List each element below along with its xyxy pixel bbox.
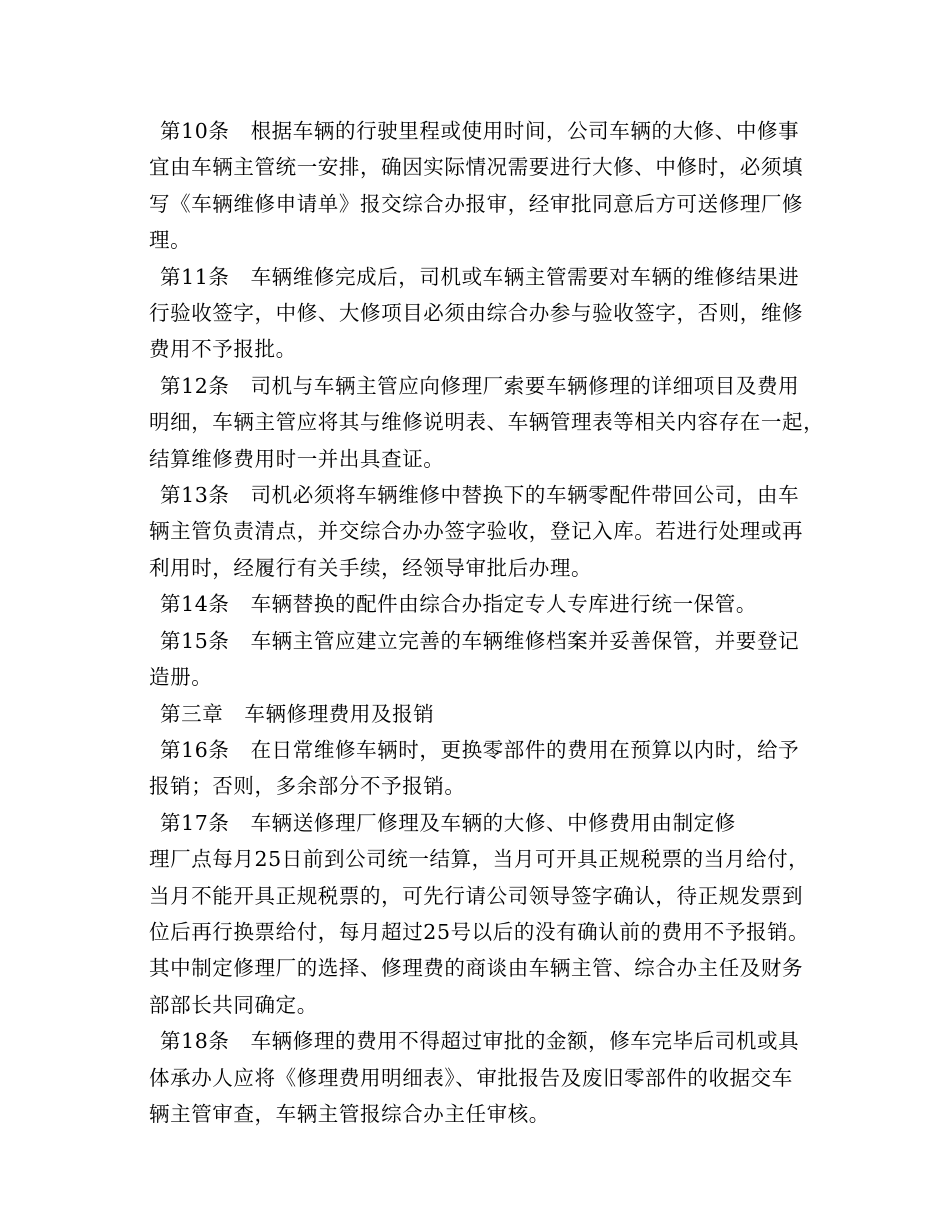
article-18 bbox=[138, 1023, 828, 1132]
text-line: 第17条 车辆送修理厂修理及车辆的大修、中修费用由制定修 bbox=[160, 810, 736, 835]
text-line: 第11条 车辆维修完成后，司机或车辆主管需要对车辆的维修结果进 bbox=[160, 264, 800, 289]
text-line: 其中制定修理厂的选择、修理费的商谈由车辆主管、综合办主任及财务 bbox=[149, 956, 804, 981]
article-12 bbox=[138, 368, 828, 477]
text-line: 理。 bbox=[149, 228, 192, 253]
text-line: 写《车辆维修申请单》报交综合办报审，经审批同意后方可送修理厂修 bbox=[149, 191, 804, 216]
text-line: 辆主管审查，车辆主管报综合办主任审核。 bbox=[149, 1101, 550, 1126]
chapter-heading bbox=[138, 696, 828, 732]
text-line: 位后再行换票给付，每月超过25号以后的没有确认前的费用不予报销。 bbox=[149, 919, 810, 944]
article-11 bbox=[138, 259, 828, 368]
text-line: 部部长共同确定。 bbox=[149, 992, 318, 1017]
text-line: 当月不能开具正规税票的，可先行请公司领导签字确认，待正规发票到 bbox=[149, 883, 804, 908]
chapter-title: 第三章 车辆修理费用及报销 bbox=[160, 701, 435, 726]
text-line: 第10条 根据车辆的行驶里程或使用时间，公司车辆的大修、中修事 bbox=[160, 119, 800, 143]
text-line: 第16条 在日常维修车辆时，更换零部件的费用在预算以内时，给予 bbox=[160, 737, 800, 762]
text-line: 行验收签字，中修、大修项目必须由综合办参与验收签字，否则，维修 bbox=[149, 301, 804, 326]
text-line: 费用不予报批。 bbox=[149, 337, 297, 362]
article-16 bbox=[138, 732, 828, 805]
text-line: 明细，车辆主管应将其与维修说明表、车辆管理表等相关内容存在一起， bbox=[149, 410, 825, 435]
article-14 bbox=[138, 586, 828, 622]
text-line: 第18条 车辆修理的费用不得超过审批的金额，修车完毕后司机或具 bbox=[160, 1029, 800, 1054]
text-line: 第13条 司机必须将车辆维修中替换下的车辆零配件带回公司，由车 bbox=[160, 483, 800, 508]
text-line: 体承办人应将《修理费用明细表》、审批报告及废旧零部件的收据交车 bbox=[149, 1065, 793, 1090]
document-page bbox=[138, 113, 828, 1132]
text-line: 报销；否则，多余部分不予报销。 bbox=[149, 774, 466, 799]
article-17 bbox=[138, 805, 828, 1023]
article-15 bbox=[138, 623, 828, 696]
text-line: 利用时，经履行有关手续，经领导审批后办理。 bbox=[149, 555, 593, 580]
text-line: 辆主管负责清点，并交综合办办签字验收，登记入库。若进行处理或再 bbox=[149, 519, 804, 544]
text-line: 造册。 bbox=[149, 665, 213, 690]
text-line: 第15条 车辆主管应建立完善的车辆维修档案并妥善保管，并要登记 bbox=[160, 628, 800, 653]
text-line: 宜由车辆主管统一安排，确因实际情况需要进行大修、中修时，必须填 bbox=[149, 155, 804, 180]
text-line: 理厂点每月25日前到公司统一结算，当月可开具正规税票的当月给付， bbox=[149, 847, 810, 872]
text-line: 第14条 车辆替换的配件由综合办指定专人专库进行统一保管。 bbox=[160, 592, 757, 617]
text-line: 第12条 司机与车辆主管应向修理厂索要车辆修理的详细项目及费用 bbox=[160, 373, 800, 398]
article-10 bbox=[138, 113, 828, 259]
text-line: 结算维修费用时一并出具查证。 bbox=[149, 446, 445, 471]
article-13 bbox=[138, 477, 828, 586]
